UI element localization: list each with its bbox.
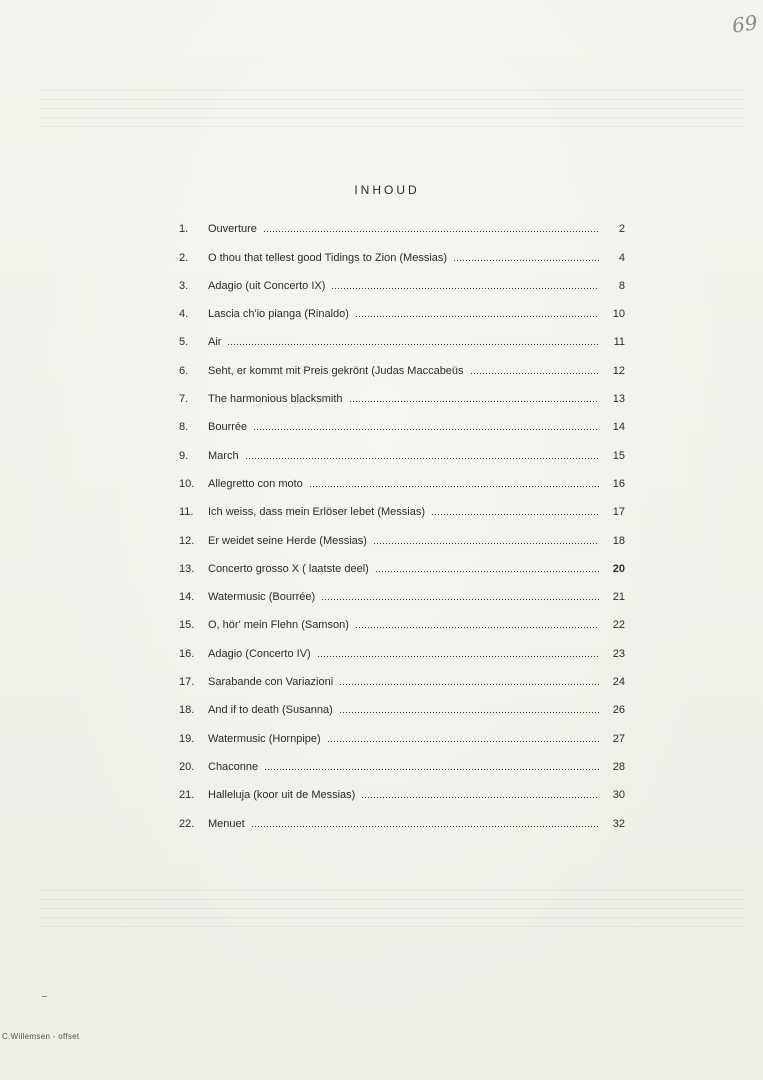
toc-entry-page: 17 (612, 506, 625, 519)
dot-leader (375, 565, 599, 573)
toc-entry-page: 28 (612, 760, 625, 773)
toc-entry-page: 12 (612, 364, 625, 377)
toc-entry (170, 463, 625, 491)
toc-entry-number: 2. (179, 251, 189, 264)
toc-entry-page: 20 (612, 562, 625, 575)
dot-leader (339, 706, 599, 714)
show-through-staff (40, 890, 743, 950)
toc-entry-page: 30 (612, 789, 625, 802)
toc-entry-number: 5. (179, 336, 189, 349)
dot-leader (339, 678, 599, 686)
toc-entry (170, 774, 625, 802)
printer-credit: C.Willemsen - offset (2, 1032, 80, 1041)
toc-entry (170, 661, 625, 689)
toc-entry-number: 12. (179, 534, 195, 547)
toc-entry (170, 717, 625, 745)
toc-entry-number: 3. (179, 279, 189, 292)
dot-leader (263, 225, 599, 233)
toc-entry-title: Watermusic (Bourrée) (208, 591, 316, 604)
toc-entry-page: 22 (612, 619, 625, 632)
toc-entry-number: 16. (179, 647, 195, 660)
table-of-contents (170, 208, 625, 831)
toc-entry-title: Watermusic (Hornpipe) (208, 732, 321, 745)
toc-entry-number: 15. (179, 619, 195, 632)
toc-entry (170, 802, 625, 830)
toc-entry-title: Allegretto con moto (208, 477, 303, 490)
toc-entry-page: 2 (618, 223, 625, 236)
dot-leader (327, 735, 599, 743)
dot-leader (470, 367, 599, 375)
toc-entry (170, 548, 625, 576)
toc-entry (170, 746, 625, 774)
toc-entry-title: Bourrée (208, 421, 248, 434)
toc-entry-number: 22. (179, 817, 195, 830)
toc-entry-number: 9. (179, 449, 189, 462)
toc-entry-number: 21. (179, 789, 195, 802)
dot-leader (355, 621, 599, 629)
toc-entry (170, 689, 625, 717)
dot-leader (251, 820, 599, 828)
toc-entry (170, 519, 625, 547)
dot-leader (331, 282, 599, 290)
toc-entry (170, 434, 625, 462)
toc-entry-page: 8 (618, 279, 625, 292)
toc-entry-number: 20. (179, 760, 195, 773)
toc-entry-page: 13 (612, 393, 625, 406)
toc-entry-title: Ich weiss, dass mein Erlöser lebet (Messias) (208, 506, 426, 519)
toc-entry-title: March (208, 449, 239, 462)
toc-entry-title: Adagio (uit Concerto IX) (208, 279, 326, 292)
toc-entry (170, 632, 625, 660)
toc-entry (170, 321, 625, 349)
toc-entry (170, 491, 625, 519)
toc-entry-number: 13. (179, 562, 195, 575)
toc-entry-number: 10. (179, 477, 195, 490)
handwritten-page-mark: 69 (730, 10, 759, 38)
toc-entry-title: And if to death (Susanna) (208, 704, 333, 717)
toc-entry-page: 23 (612, 647, 625, 660)
toc-entry-number: 11. (179, 506, 194, 519)
dot-leader (245, 452, 599, 460)
toc-entry-page: 10 (612, 308, 625, 321)
toc-entry (170, 576, 625, 604)
toc-entry-page: 14 (612, 421, 625, 434)
toc-entry-page: 11 (613, 336, 625, 349)
toc-entry-title: Air (208, 336, 222, 349)
dot-leader (349, 395, 599, 403)
toc-entry-page: 21 (612, 591, 625, 604)
toc-entry-page: 4 (618, 251, 625, 264)
toc-entry-page: 16 (612, 477, 625, 490)
toc-entry (170, 406, 625, 434)
toc-entry (170, 293, 625, 321)
toc-entry-title: The harmonious blacksmith (208, 393, 343, 406)
toc-entry (170, 208, 625, 236)
toc-entry (170, 265, 625, 293)
dot-leader (373, 537, 599, 545)
toc-entry-title: Concerto grosso X ( laatste deel) (208, 562, 369, 575)
toc-entry-title: Sarabande con Variazioni (208, 676, 334, 689)
dot-leader (253, 423, 599, 431)
toc-entry-title: O thou that tellest good Tidings to Zion (Messias) (208, 251, 448, 264)
toc-entry-page: 15 (612, 449, 625, 462)
margin-mark (42, 996, 47, 997)
dot-leader (321, 593, 599, 601)
toc-entry-number: 4. (179, 308, 189, 321)
dot-leader (431, 508, 599, 516)
dot-leader (264, 763, 599, 771)
dot-leader (355, 310, 599, 318)
dot-leader (361, 791, 599, 799)
toc-entry-title: Ouverture (208, 223, 257, 236)
toc-entry-number: 19. (179, 732, 195, 745)
toc-entry-number: 18. (179, 704, 195, 717)
toc-entry (170, 378, 625, 406)
toc-entry (170, 604, 625, 632)
dot-leader (309, 480, 599, 488)
toc-entry-title: Halleluja (koor uit de Messias) (208, 789, 356, 802)
toc-entry-page: 18 (612, 534, 625, 547)
page-title: INHOUD (354, 183, 420, 197)
toc-entry (170, 236, 625, 264)
toc-entry-number: 1. (179, 223, 189, 236)
dot-leader (227, 338, 599, 346)
toc-entry-title: Seht, er kommt mit Preis gekrönt (Judas Maccabeüs (208, 364, 464, 377)
toc-entry-title: Adagio (Concerto IV) (208, 647, 311, 660)
toc-entry-page: 26 (612, 704, 625, 717)
toc-entry-number: 7. (179, 393, 189, 406)
toc-entry-number: 17. (179, 676, 195, 689)
toc-entry-title: Lascia ch'io pianga (Rinaldo) (208, 308, 349, 321)
toc-entry-page: 32 (612, 817, 625, 830)
toc-entry-number: 6. (179, 364, 189, 377)
toc-entry-title: Chaconne (208, 760, 259, 773)
toc-entry-title: Menuet (208, 817, 245, 830)
toc-entry-title: O, hör' mein Flehn (Samson) (208, 619, 349, 632)
show-through-staff (40, 90, 743, 150)
toc-entry-page: 27 (612, 732, 625, 745)
dot-leader (453, 254, 599, 262)
dot-leader (317, 650, 599, 658)
toc-entry-page: 24 (612, 676, 625, 689)
toc-entry (170, 349, 625, 377)
toc-entry-title: Er weidet seine Herde (Messias) (208, 534, 367, 547)
toc-entry-number: 8. (179, 421, 189, 434)
toc-entry-number: 14. (179, 591, 195, 604)
